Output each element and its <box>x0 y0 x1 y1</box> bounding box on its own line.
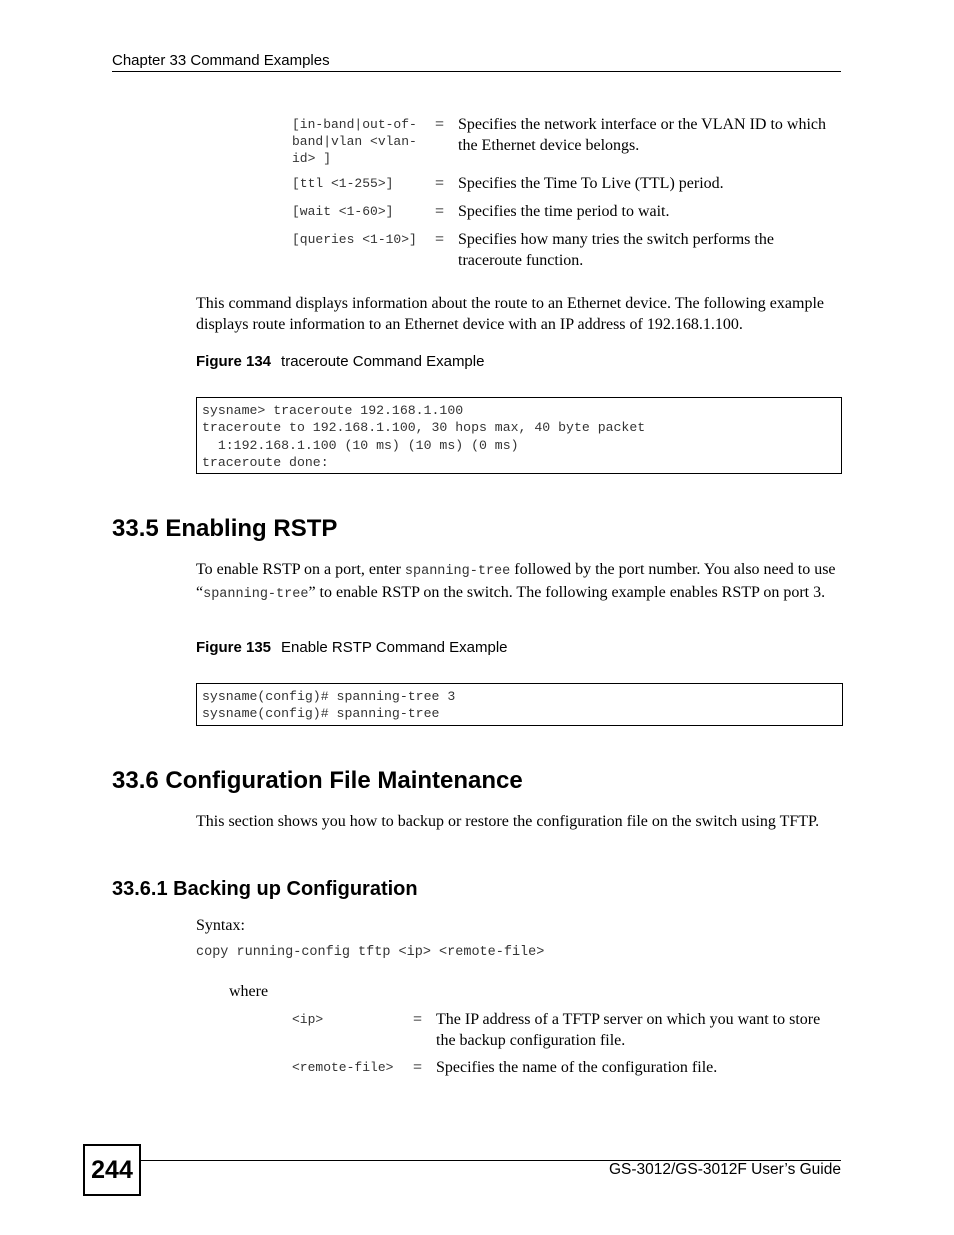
section-heading-33-6-1: 33.6.1 Backing up Configuration <box>112 878 418 900</box>
param-description: Specifies the Time To Live (TTL) period. <box>458 175 724 192</box>
param-name: [in-band|out-of- band|vlan <vlan- id> ] <box>292 117 417 166</box>
param-name: <remote-file> <box>292 1060 394 1075</box>
figure-135-caption <box>196 639 508 656</box>
syntax-command: copy running-config tftp <ip> <remote-file> <box>196 945 545 960</box>
param-equals: = <box>413 1059 423 1076</box>
rstp-text-2: followed by the port number. You also need to use “ <box>196 561 836 601</box>
footer-guide-title: GS-3012/GS-3012F User’s Guide <box>608 1161 841 1178</box>
rstp-code-2: spanning-tree <box>203 586 309 602</box>
section-heading-33-5: 33.5 Enabling RSTP <box>112 515 338 542</box>
param-equals: = <box>435 231 445 248</box>
param-equals: = <box>435 116 445 133</box>
param-description: Specifies the network interface or the VLAN ID to which the Ethernet device belongs. <box>458 116 827 154</box>
param-description: Specifies how many tries the switch performs the traceroute function. <box>458 231 774 269</box>
param-description: Specifies the name of the configuration file. <box>436 1059 718 1076</box>
figure-title: traceroute Command Example <box>281 353 485 370</box>
header-rule <box>112 71 841 72</box>
param-name: [wait <1-60>] <box>292 204 394 219</box>
running-header: Chapter 33 Command Examples <box>112 52 330 69</box>
traceroute-intro-paragraph: This command displays information about the route to an Ethernet device. The following example displays route information to an Ethernet device with an IP address of 192.168.1.100. <box>196 295 824 333</box>
figure-label: Figure 135 <box>196 639 272 656</box>
rstp-text-1: To enable RSTP on a port, enter <box>196 561 405 578</box>
param-name: [ttl <1-255>] <box>292 176 394 191</box>
figure-title: Enable RSTP Command Example <box>281 639 508 656</box>
syntax-label: Syntax: <box>196 917 245 934</box>
rstp-code-1: spanning-tree <box>404 564 511 579</box>
param-description: The IP address of a TFTP server on which you want to store the backup configuration file. <box>436 1011 821 1049</box>
figure-134-caption <box>196 353 484 370</box>
section-heading-33-6: 33.6 Configuration File Maintenance <box>112 767 523 794</box>
param-name: <ip> <box>292 1012 324 1027</box>
param-equals: = <box>435 203 445 220</box>
rstp-paragraph <box>196 560 842 605</box>
page-number: 244 <box>83 1144 141 1196</box>
figure-label: Figure 134 <box>196 353 272 370</box>
rstp-text-3: ” to enable RSTP on the switch. The following example enables RSTP on port 3. <box>308 583 826 601</box>
param-description: Specifies the time period to wait. <box>458 203 670 220</box>
where-label: where <box>229 983 269 1000</box>
param-equals: = <box>435 175 445 192</box>
param-name: [queries <1-10>] <box>292 232 417 247</box>
param-equals: = <box>413 1011 423 1028</box>
config-maintenance-paragraph: This section shows you how to backup or restore the configuration file on the switch using TFTP. <box>196 813 820 830</box>
figure-134-code-box: sysname> traceroute 192.168.1.100 traceroute to 192.168.1.100, 30 hops max, 40 byte packet 1:192.168.1.100 (10 ms) (10 ms) (0 ms) traceroute done: <box>196 397 842 474</box>
figure-135-code-box: sysname(config)# spanning-tree 3 sysname(config)# spanning-tree <box>196 683 843 726</box>
